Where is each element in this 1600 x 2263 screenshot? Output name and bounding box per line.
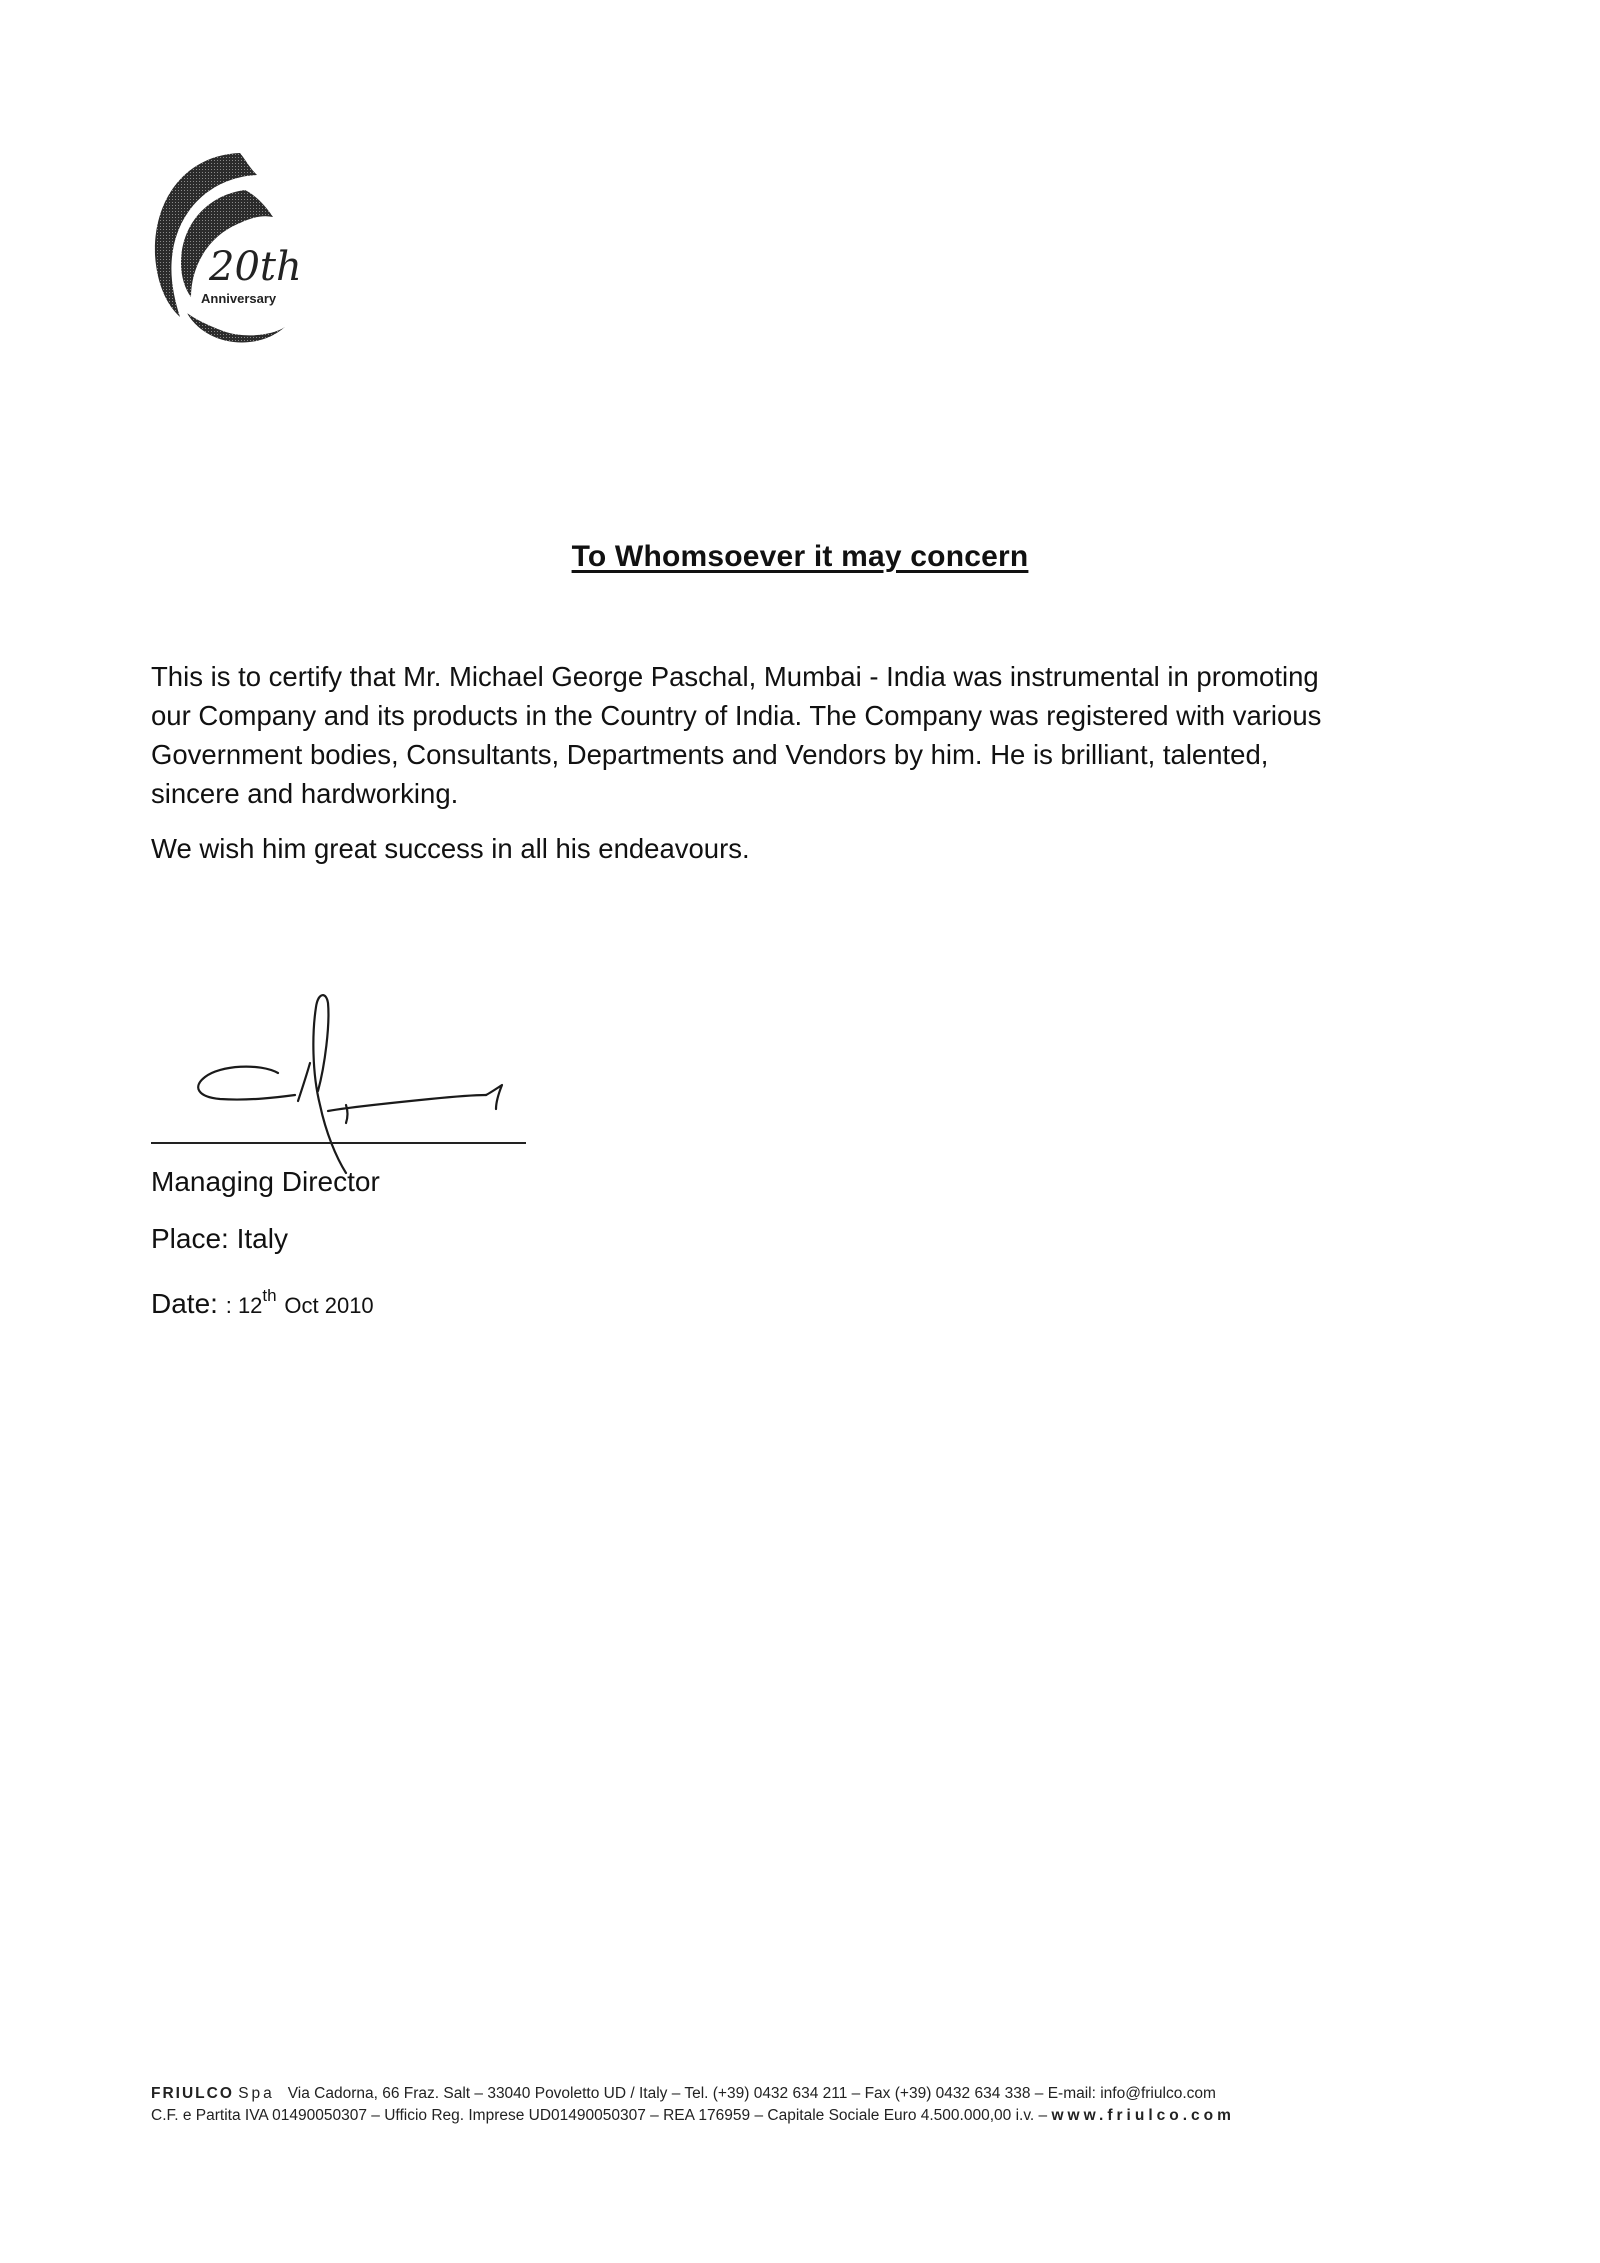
footer-spa: Spa — [238, 2085, 275, 2102]
footer-line-1 — [151, 2083, 1451, 2105]
wishes-paragraph: We wish him great success in all his endeavours. — [151, 833, 750, 864]
signature-block — [151, 1163, 380, 1334]
date-label: Date: — [151, 1288, 218, 1319]
date-day: : 12 — [225, 1293, 263, 1318]
anniversary-logo — [145, 145, 325, 355]
body-line: sincere and hardworking. — [151, 778, 459, 809]
body-line: This is to certify that Mr. Michael George Paschal, Mumbai - India was instrumental in promoting — [151, 661, 1319, 692]
logo-anniversary-text: Anniversary — [201, 291, 277, 306]
date-line — [151, 1277, 380, 1334]
footer-brand: FRIULCO — [151, 2085, 234, 2102]
body-line: our Company and its products in the Country of India. The Company was registered with various — [151, 700, 1322, 731]
footer-registration: C.F. e Partita IVA 01490050307 – Ufficio Reg. Imprese UD01490050307 – REA 176959 – Capitale Sociale Euro 4.500.000,00 i.v. – — [151, 2107, 1052, 2124]
signatory-role: Managing Director — [151, 1166, 380, 1197]
body-line: Government bodies, Consultants, Departments and Vendors by him. He is brilliant, talented, — [151, 739, 1269, 770]
certification-paragraph — [151, 657, 1451, 813]
place-line: Place: Italy — [151, 1223, 288, 1254]
letter-body — [151, 657, 1451, 884]
company-footer — [151, 2083, 1451, 2127]
footer-address-contact: Via Cadorna, 66 Fraz. Salt – 33040 Povoletto UD / Italy – Tel. (+39) 0432 634 211 – Fax (+39) 0432 634 338 – E-mail: info@friulco.com — [287, 2085, 1216, 2102]
signature-line — [151, 1142, 526, 1144]
logo-20th-text: 20th — [209, 244, 302, 290]
footer-line-2 — [151, 2105, 1451, 2127]
date-ordinal: th — [262, 1286, 277, 1305]
letter-title: To Whomsoever it may concern — [571, 540, 1029, 573]
handwritten-signature — [150, 985, 570, 1185]
footer-website: www.friulco.com — [1051, 2107, 1235, 2124]
date-month-year: Oct 2010 — [284, 1293, 374, 1318]
